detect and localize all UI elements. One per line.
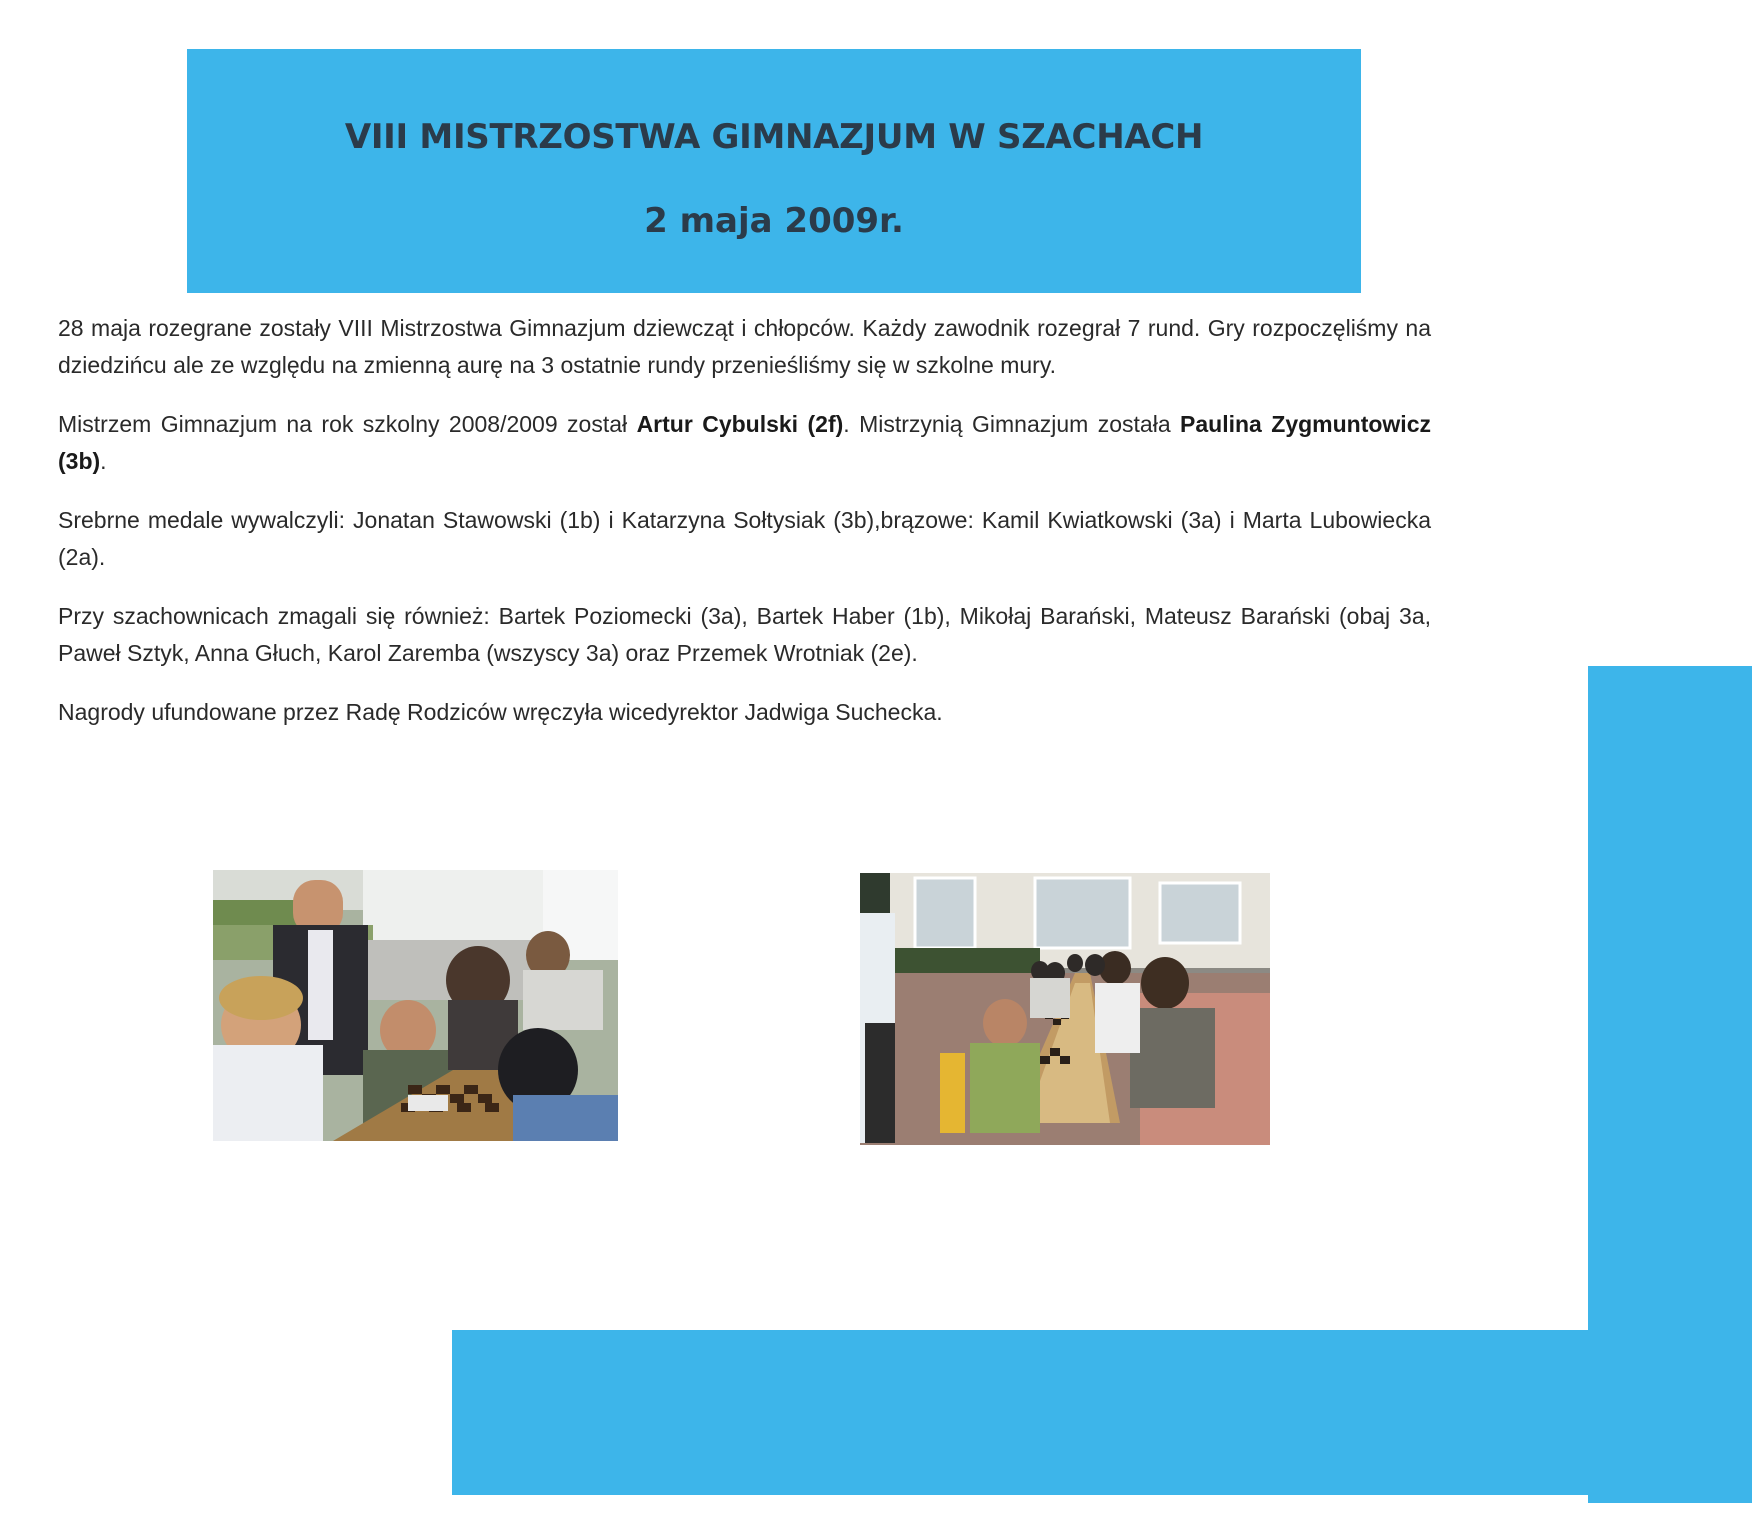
decorative-corner-horizontal — [452, 1330, 1752, 1495]
champions-text-a: Mistrzem Gimnazjum na rok szkolny 2008/2009 został — [58, 411, 637, 437]
paragraph-medals: Srebrne medale wywalczyli: Jonatan Stawowski (1b) i Katarzyna Sołtysiak (3b),brązowe: Kamil Kwiatkowski (3a) i Marta Lubowiecka (2a). — [58, 507, 1431, 570]
photo-chess-long-table — [860, 873, 1270, 1145]
photo-chess-courtyard — [213, 870, 618, 1141]
paragraph-intro: 28 maja rozegrane zostały VIII Mistrzostwa Gimnazjum dziewcząt i chłopców. Każdy zawodnik rozegrał 7 rund. Gry rozpoczęliśmy na dziedzińcu ale ze względu na zmienną aurę na 3 ostatnie rundy przenieśliśmy się w szkolne mury. — [58, 315, 1431, 378]
champions-text-c: . — [100, 448, 107, 474]
header-banner — [187, 49, 1361, 293]
paragraph-prizes: Nagrody ufundowane przez Radę Rodziców wręczyła wicedyrektor Jadwiga Suchecka. — [58, 699, 943, 725]
page-title: VIII MISTRZOSTWA GIMNAZJUM W SZACHACH — [344, 117, 1204, 157]
article-body — [58, 310, 1431, 753]
paragraph-champions — [58, 406, 1431, 480]
champions-text-b: . Mistrzynią Gimnazjum została — [843, 411, 1181, 437]
paragraph-participants: Przy szachownicach zmagali się również: Bartek Poziomecki (3a), Bartek Haber (1b), Mikołaj Barański, Mateusz Barański (obaj 3a, Paweł Sztyk, Anna Głuch, Karol Zaremba (wszyscy 3a) oraz Przemek Wrotniak (2e). — [58, 603, 1431, 666]
event-date: 2 maja 2009r. — [644, 201, 904, 241]
champion-girl: Paulina Zygmuntowicz (3b) — [58, 411, 1431, 474]
champion-boy: Artur Cybulski (2f) — [636, 411, 844, 437]
